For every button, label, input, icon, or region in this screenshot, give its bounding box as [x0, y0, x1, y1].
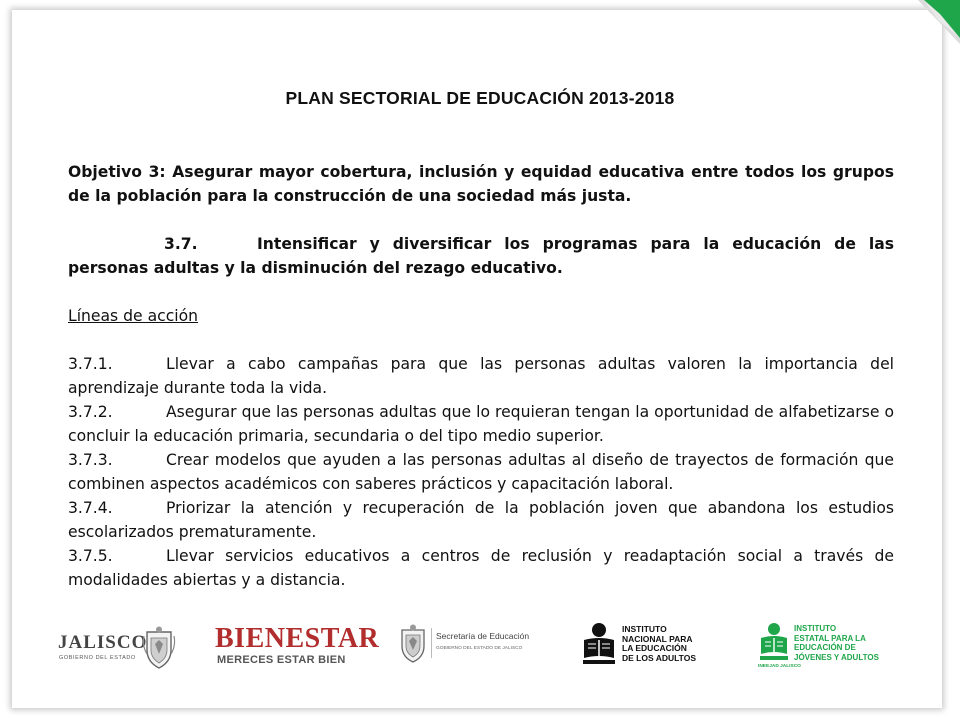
inea-logo-line: LA EDUCACIÓN	[622, 643, 687, 653]
bienestar-logo	[215, 623, 380, 668]
page-title: PLAN SECTORIAL DE EDUCACIÓN 2013-2018	[285, 88, 675, 108]
page-curl-corner	[880, 0, 960, 80]
jalisco-logo-name: JALISCO	[58, 632, 148, 653]
inea-logo-line: NACIONAL PARA	[622, 633, 693, 644]
ieea-logo	[758, 622, 898, 676]
ieea-logo-line: ESTATAL PARA LA	[794, 633, 866, 643]
action-number: 3.7.2.	[68, 403, 113, 421]
inea-logo-line: DE LOS ADULTOS	[622, 652, 696, 663]
action-text: Llevar servicios educativos a centros de reclusión y readaptación social a través de modalidades abiertas y a distancia.	[68, 547, 894, 589]
footer-logos	[0, 620, 960, 680]
action-text: Crear modelos que ayuden a las personas adultas al diseño de trayectos de formación que combinen aspectos académicos con saberes prácticos y capacitación laboral.	[68, 451, 894, 493]
strategy-number: 3.7.	[164, 235, 198, 253]
strategy-text: Intensificar y diversificar los programas para la educación de las personas adultas y la disminución del rezago educativo.	[68, 235, 894, 277]
action-text: Priorizar la atención y recuperación de la población joven que abandona los estudios escolarizados prematuramente.	[68, 499, 894, 541]
reading-person-icon	[580, 622, 618, 666]
ieea-logo-text	[794, 624, 879, 662]
action-number: 3.7.3.	[68, 451, 113, 469]
strategy-paragraph	[68, 232, 894, 280]
reading-person-green-icon	[758, 622, 790, 662]
jalisco-logo	[58, 626, 178, 672]
ieea-logo-sub: INEEJAD JALISCO	[758, 664, 801, 669]
logo-divider	[431, 628, 432, 658]
ieea-logo-line: JÓVENES Y ADULTOS	[794, 652, 879, 662]
action-number: 3.7.4.	[68, 499, 113, 517]
action-item	[68, 352, 894, 400]
action-text: Llevar a cabo campañas para que las personas adultas valoren la importancia del aprendizaje durante toda la vida.	[68, 355, 894, 397]
jalisco-logo-sub: GOBIERNO DEL ESTADO	[59, 655, 136, 661]
action-item	[68, 400, 894, 448]
action-text: Asegurar que las personas adultas que lo requieran tengan la oportunidad de alfabetizarse o concluir la educación primaria, secundaria o del tipo medio superior.	[68, 403, 894, 445]
inea-logo-text	[622, 625, 696, 663]
action-item	[68, 448, 894, 496]
bienestar-logo-name: BIENESTAR	[215, 623, 380, 654]
secretaria-logo-line2: GOBIERNO DEL ESTADO DE JALISCO	[436, 646, 523, 651]
inea-logo-line: INSTITUTO	[622, 624, 667, 634]
ieea-logo-line: INSTITUTO	[794, 624, 837, 633]
coat-of-arms-icon	[398, 624, 428, 664]
document-body	[68, 160, 894, 592]
secretaria-logo-line1: Secretaría de Educación	[436, 631, 530, 641]
lines-heading: Líneas de acción	[68, 307, 199, 325]
inea-logo	[580, 622, 720, 672]
action-item	[68, 544, 894, 592]
action-number: 3.7.5.	[68, 547, 113, 565]
action-number: 3.7.1.	[68, 355, 113, 373]
action-item	[68, 496, 894, 544]
jalisco-coat-of-arms-icon	[142, 626, 176, 670]
bienestar-logo-tagline: MERECES ESTAR BIEN	[217, 654, 346, 666]
objective-text: Objetivo 3: Asegurar mayor cobertura, inclusión y equidad educativa entre todos los grupos de la población para la construcción de una sociedad más justa.	[68, 163, 894, 205]
secretaria-educacion-logo	[398, 624, 538, 670]
ieea-logo-line: EDUCACIÓN DE	[794, 643, 856, 652]
